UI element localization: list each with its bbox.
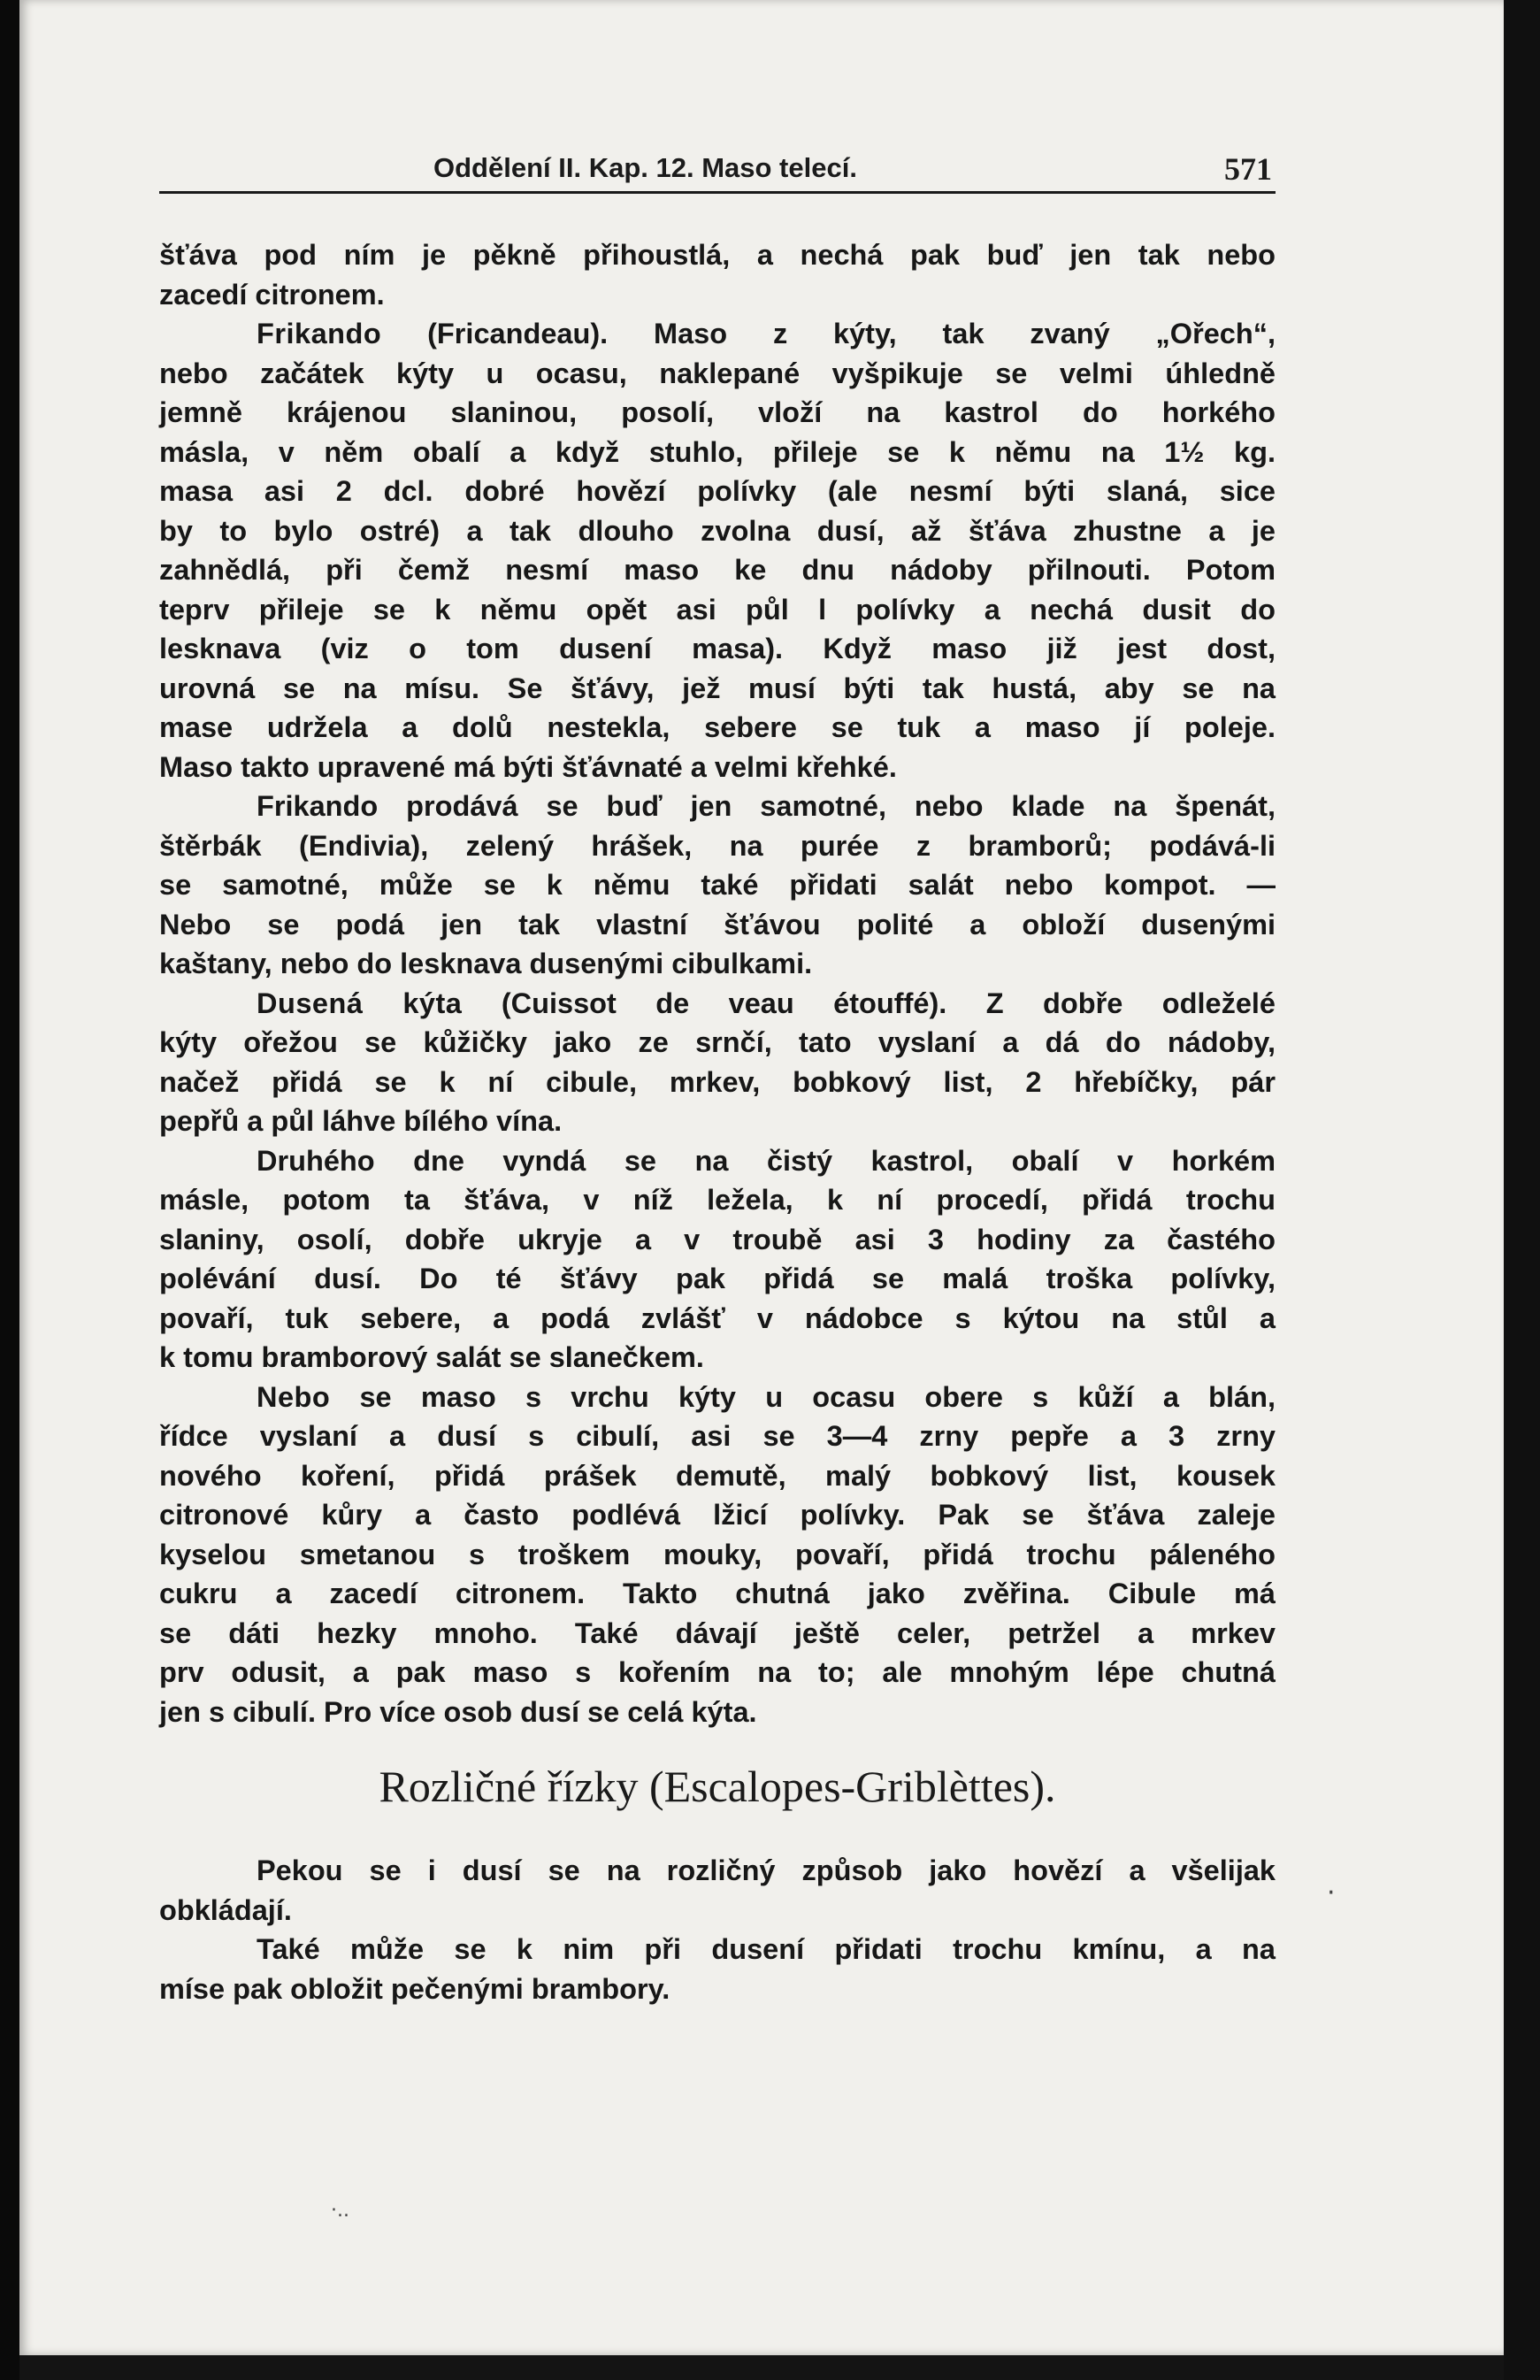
text-line: povaří, tuk sebere, a podá zvlášť v nádobce s kýtou na stůl a xyxy=(159,1301,1276,1334)
text-line-rest: se maso s vrchu kýty u ocasu obere s kůží a blán, xyxy=(359,1380,1276,1413)
text-line: Pekou se i dusí se na rozličný způsob jako hovězí a všelijak xyxy=(257,1854,1276,1886)
text-line: Maso takto upravené má býti šťávnaté a velmi křehké. xyxy=(159,750,897,783)
text-line: slaniny, osolí, dobře ukryje a v troubě asi 3 hodiny za častého xyxy=(159,1223,1276,1255)
text-line: by to bylo ostré) a tak dlouho zvolna dusí, až šťáva zhustne a je xyxy=(159,514,1276,547)
lead-word-nebo: Nebo xyxy=(257,1380,331,1413)
scan-speck: ·.. xyxy=(331,2200,349,2222)
text-line: Nebo se podá jen tak vlastní šťávou polité a obloží dusenými xyxy=(159,908,1276,940)
text-line: kyselou smetanou s troškem mouky, povaří, přidá trochu páleného xyxy=(159,1538,1276,1570)
text-line: másle, potom ta šťáva, v níž ležela, k ní procedí, přidá trochu xyxy=(159,1184,1276,1216)
text-line: Druhého dne vyndá se na čistý kastrol, obalí v horkém xyxy=(257,1144,1276,1177)
text-line: míse pak obložit pečenými brambory. xyxy=(159,1972,670,2005)
text-line xyxy=(159,1378,1276,1417)
text-line: jen s cibulí. Pro více osob dusí se celá kýta. xyxy=(159,1695,757,1728)
text-line: citronové kůry a často podlévá lžicí polívky. Pak se šťáva zaleje xyxy=(159,1499,1276,1531)
text-line: teprv přileje se k němu opět asi půl l polívky a nechá dusit do xyxy=(159,593,1276,626)
lead-word-frikando: Frikando xyxy=(257,318,382,349)
text-line: šťáva pod ním je pěkně přihoustlá, a nechá pak buď jen tak nebo xyxy=(159,239,1276,271)
scan-right-edge xyxy=(1504,0,1540,2380)
scan-left-edge xyxy=(0,0,19,2380)
running-title: Oddělení II. Kap. 12. Maso telecí. xyxy=(433,152,857,183)
text-line: urovná se na mísu. Se šťávy, jež musí býti tak hustá, aby se na xyxy=(159,672,1276,704)
text-line xyxy=(159,314,1276,354)
text-line: zahnědlá, při čemž nesmí maso ke dnu nádoby přilnouti. Potom xyxy=(159,554,1276,586)
text-line: obkládají. xyxy=(159,1893,292,1926)
text-line: zacedí citronem. xyxy=(159,278,385,311)
text-line: nebo začátek kýty u ocasu, naklepané vyšpikuje se velmi úhledně xyxy=(159,357,1276,389)
text-line: načež přidá se k ní cibule, mrkev, bobkový list, 2 hřebíčky, pár xyxy=(159,1065,1276,1098)
text-line: cukru a zacedí citronem. Takto chutná jako zvěřina. Cibule má xyxy=(159,1578,1276,1609)
text-line: kýty ořežou se kůžičky jako ze srnčí, tato vyslaní a dá do nádoby, xyxy=(159,1026,1276,1058)
text-line: masa asi 2 dcl. dobré hovězí polívky (ale nesmí býti slaná, sice xyxy=(159,475,1276,507)
text-line: polévání dusí. Do té šťávy pak přidá se malá troška polívky, xyxy=(159,1263,1276,1294)
text-line: lesknava (viz o tom dusení masa). Když maso již jest dost, xyxy=(159,633,1276,664)
section-heading: Rozličné řízky (Escalopes-Griblèttes). xyxy=(379,1762,1056,1811)
text-line-rest: (Fricandeau). Maso z kýty, tak zvaný „Ořech“, xyxy=(427,318,1276,349)
text-line: štěrbák (Endivia), zelený hrášek, na purée z bramborů; podává-li xyxy=(159,829,1276,862)
lead-word-dusena-kyta: Dusená kýta xyxy=(257,987,463,1019)
text-line: pepřů a půl láhve bílého vína. xyxy=(159,1105,563,1137)
text-line: prv odusit, a pak maso s kořením na to; ale mnohým lépe chutná xyxy=(159,1656,1276,1688)
text-line: mase udržela a dolů nestekla, sebere se tuk a maso jí poleje. xyxy=(159,711,1276,743)
text-line: nového koření, přidá prášek demutě, malý bobkový list, kousek xyxy=(159,1459,1276,1492)
text-line: jemně krájenou slaninou, posolí, vloží na kastrol do horkého xyxy=(159,396,1276,428)
text-line: másla, v něm obalí a když stuhlo, přileje se k němu na 1½ kg. xyxy=(159,435,1276,468)
text-line: se samotné, může se k němu také přidati salát nebo kompot. — xyxy=(159,869,1276,901)
main-text-block xyxy=(159,235,1276,1731)
running-header xyxy=(159,149,1276,194)
page-number: 571 xyxy=(1224,151,1272,187)
text-line: k tomu bramborový salát se slanečkem. xyxy=(159,1341,704,1373)
text-line-rest: (Cuissot de veau étouffé). Z dobře odleželé xyxy=(501,987,1276,1019)
text-line: kaštany, nebo do lesknava dusenými cibulkami. xyxy=(159,948,813,979)
text-line: řídce vyslaní a dusí s cibulí, asi se 3—4 zrny pepře a 3 zrny xyxy=(159,1420,1276,1452)
text-line xyxy=(159,984,1276,1024)
text-line: se dáti hezky mnoho. Také dávají ještě celer, petržel a mrkev xyxy=(159,1616,1276,1649)
text-line: Frikando prodává se buď jen samotné, nebo klade na špenát, xyxy=(257,790,1276,822)
section-text-block xyxy=(159,1851,1276,2008)
scan-speck: · xyxy=(1327,1877,1336,1908)
text-line: Také může se k nim při dusení přidati trochu kmínu, a na xyxy=(257,1933,1276,1965)
